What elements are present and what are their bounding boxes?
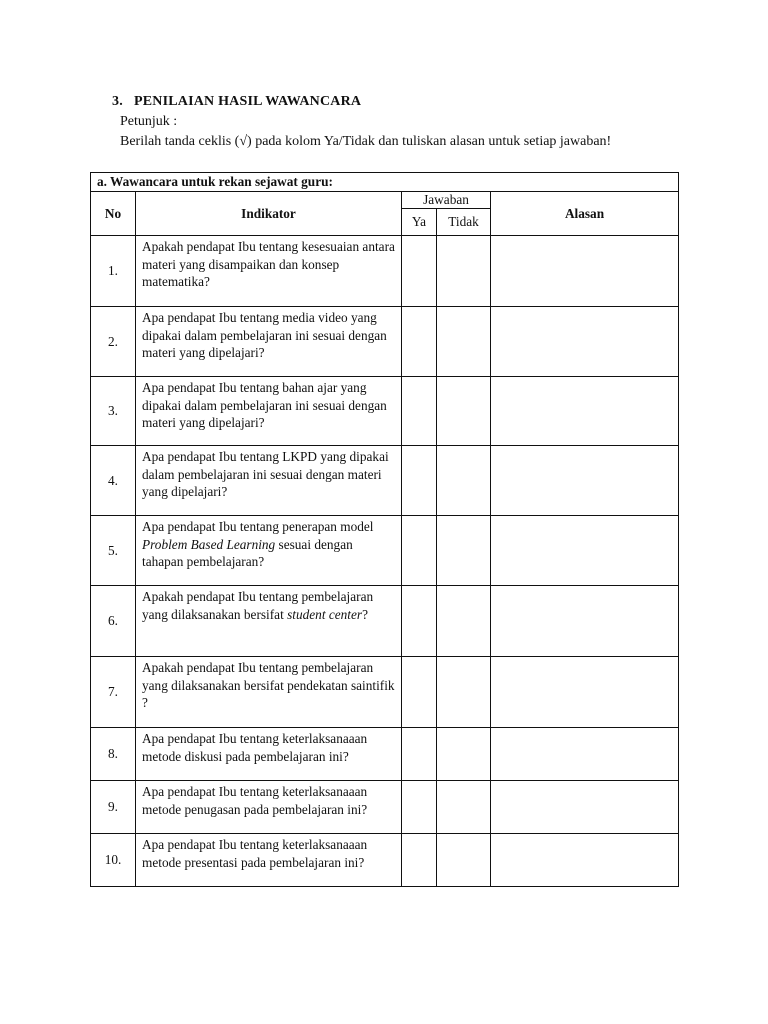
indicator-text-segment: Apakah pendapat Ibu tentang kesesuaian antara materi yang disampaikan dan konsep matematika? [142, 239, 395, 289]
indicator-text-segment: Apakah pendapat Ibu tentang pembelajaran yang dilaksanakan bersifat pendekatan saintifik ? [142, 660, 395, 710]
answer-tidak-cell[interactable] [437, 236, 491, 307]
indicator-text [136, 586, 402, 657]
table-row [91, 236, 679, 307]
answer-tidak-cell[interactable] [437, 657, 491, 728]
alasan-cell[interactable] [491, 834, 679, 887]
indicator-text-segment: Apa pendapat Ibu tentang keterlaksanaaan metode presentasi pada pembelajaran ini? [142, 837, 368, 870]
indicator-text [136, 516, 402, 586]
table-row [91, 307, 679, 377]
row-number: 8. [91, 728, 136, 781]
row-number: 4. [91, 446, 136, 516]
indicator-text-segment: Apa pendapat Ibu tentang penerapan model [142, 519, 374, 534]
alasan-cell[interactable] [491, 377, 679, 446]
indicator-text [136, 657, 402, 728]
answer-ya-cell[interactable] [402, 377, 437, 446]
instruction-label: Petunjuk : [120, 114, 178, 129]
header-no: No [91, 192, 136, 236]
indicator-text-segment: Apa pendapat Ibu tentang bahan ajar yang dipakai dalam pembelajaran ini sesuai dengan materi yang dipelajari? [142, 380, 387, 430]
indicator-text [136, 236, 402, 307]
table-row [91, 516, 679, 586]
indicator-text-segment: Apa pendapat Ibu tentang media video yang dipakai dalam pembelajaran ini sesuai dengan materi yang dipelajari? [142, 310, 387, 360]
header-tidak: Tidak [437, 209, 491, 236]
answer-ya-cell[interactable] [402, 446, 437, 516]
answer-ya-cell[interactable] [402, 657, 437, 728]
answer-tidak-cell[interactable] [437, 446, 491, 516]
alasan-cell[interactable] [491, 236, 679, 307]
alasan-cell[interactable] [491, 781, 679, 834]
indicator-text-segment: sesuai dengan tahapan pembelajaran? [142, 536, 353, 569]
indicator-text [136, 781, 402, 834]
header-indikator: Indikator [136, 192, 402, 236]
indicator-text-segment: Apakah pendapat Ibu tentang pembelajaran yang dilaksanakan bersifat [142, 589, 374, 622]
answer-ya-cell[interactable] [402, 728, 437, 781]
answer-tidak-cell[interactable] [437, 377, 491, 446]
row-number: 2. [91, 307, 136, 377]
alasan-cell[interactable] [491, 516, 679, 586]
row-number: 1. [91, 236, 136, 307]
indicator-italic-term: student center [287, 606, 363, 622]
row-number: 10. [91, 834, 136, 887]
table-row [91, 781, 679, 834]
interview-assessment-table [90, 172, 679, 887]
answer-tidak-cell[interactable] [437, 781, 491, 834]
alasan-cell[interactable] [491, 728, 679, 781]
alasan-cell[interactable] [491, 657, 679, 728]
answer-ya-cell[interactable] [402, 834, 437, 887]
row-number: 3. [91, 377, 136, 446]
table-row [91, 586, 679, 657]
table-row [91, 377, 679, 446]
table-row [91, 446, 679, 516]
indicator-text [136, 728, 402, 781]
table-section-label: a. Wawancara untuk rekan sejawat guru: [91, 173, 679, 192]
alasan-cell[interactable] [491, 586, 679, 657]
section-heading [112, 94, 361, 110]
answer-tidak-cell[interactable] [437, 516, 491, 586]
row-number: 7. [91, 657, 136, 728]
instruction-text: Berilah tanda ceklis (√) pada kolom Ya/Tidak dan tuliskan alasan untuk setiap jawaban! [120, 134, 612, 149]
answer-ya-cell[interactable] [402, 781, 437, 834]
indicator-italic-term: Problem Based Learning [142, 536, 276, 552]
table-row [91, 728, 679, 781]
indicator-text-segment: Apa pendapat Ibu tentang keterlaksanaaan metode diskusi pada pembelajaran ini? [142, 731, 368, 764]
alasan-cell[interactable] [491, 307, 679, 377]
row-number: 9. [91, 781, 136, 834]
header-alasan: Alasan [491, 192, 679, 236]
answer-ya-cell[interactable] [402, 307, 437, 377]
answer-tidak-cell[interactable] [437, 586, 491, 657]
row-number: 5. [91, 516, 136, 586]
section-title: PENILAIAN HASIL WAWANCARA [134, 94, 362, 109]
indicator-text-segment: ? [362, 606, 368, 622]
indicator-text-segment: Apa pendapat Ibu tentang keterlaksanaaan metode penugasan pada pembelajaran ini? [142, 784, 368, 817]
answer-tidak-cell[interactable] [437, 834, 491, 887]
alasan-cell[interactable] [491, 446, 679, 516]
indicator-text [136, 307, 402, 377]
header-jawaban: Jawaban [402, 192, 491, 209]
section-number: 3. [112, 94, 123, 109]
answer-tidak-cell[interactable] [437, 728, 491, 781]
answer-tidak-cell[interactable] [437, 307, 491, 377]
table-row [91, 834, 679, 887]
indicator-text [136, 377, 402, 446]
table-row [91, 657, 679, 728]
answer-ya-cell[interactable] [402, 516, 437, 586]
answer-ya-cell[interactable] [402, 236, 437, 307]
indicator-text-segment: Apa pendapat Ibu tentang LKPD yang dipakai dalam pembelajaran ini sesuai dengan materi yang dipelajari? [142, 449, 389, 499]
indicator-text [136, 834, 402, 887]
row-number: 6. [91, 586, 136, 657]
indicator-text [136, 446, 402, 516]
header-ya: Ya [402, 209, 437, 236]
answer-ya-cell[interactable] [402, 586, 437, 657]
